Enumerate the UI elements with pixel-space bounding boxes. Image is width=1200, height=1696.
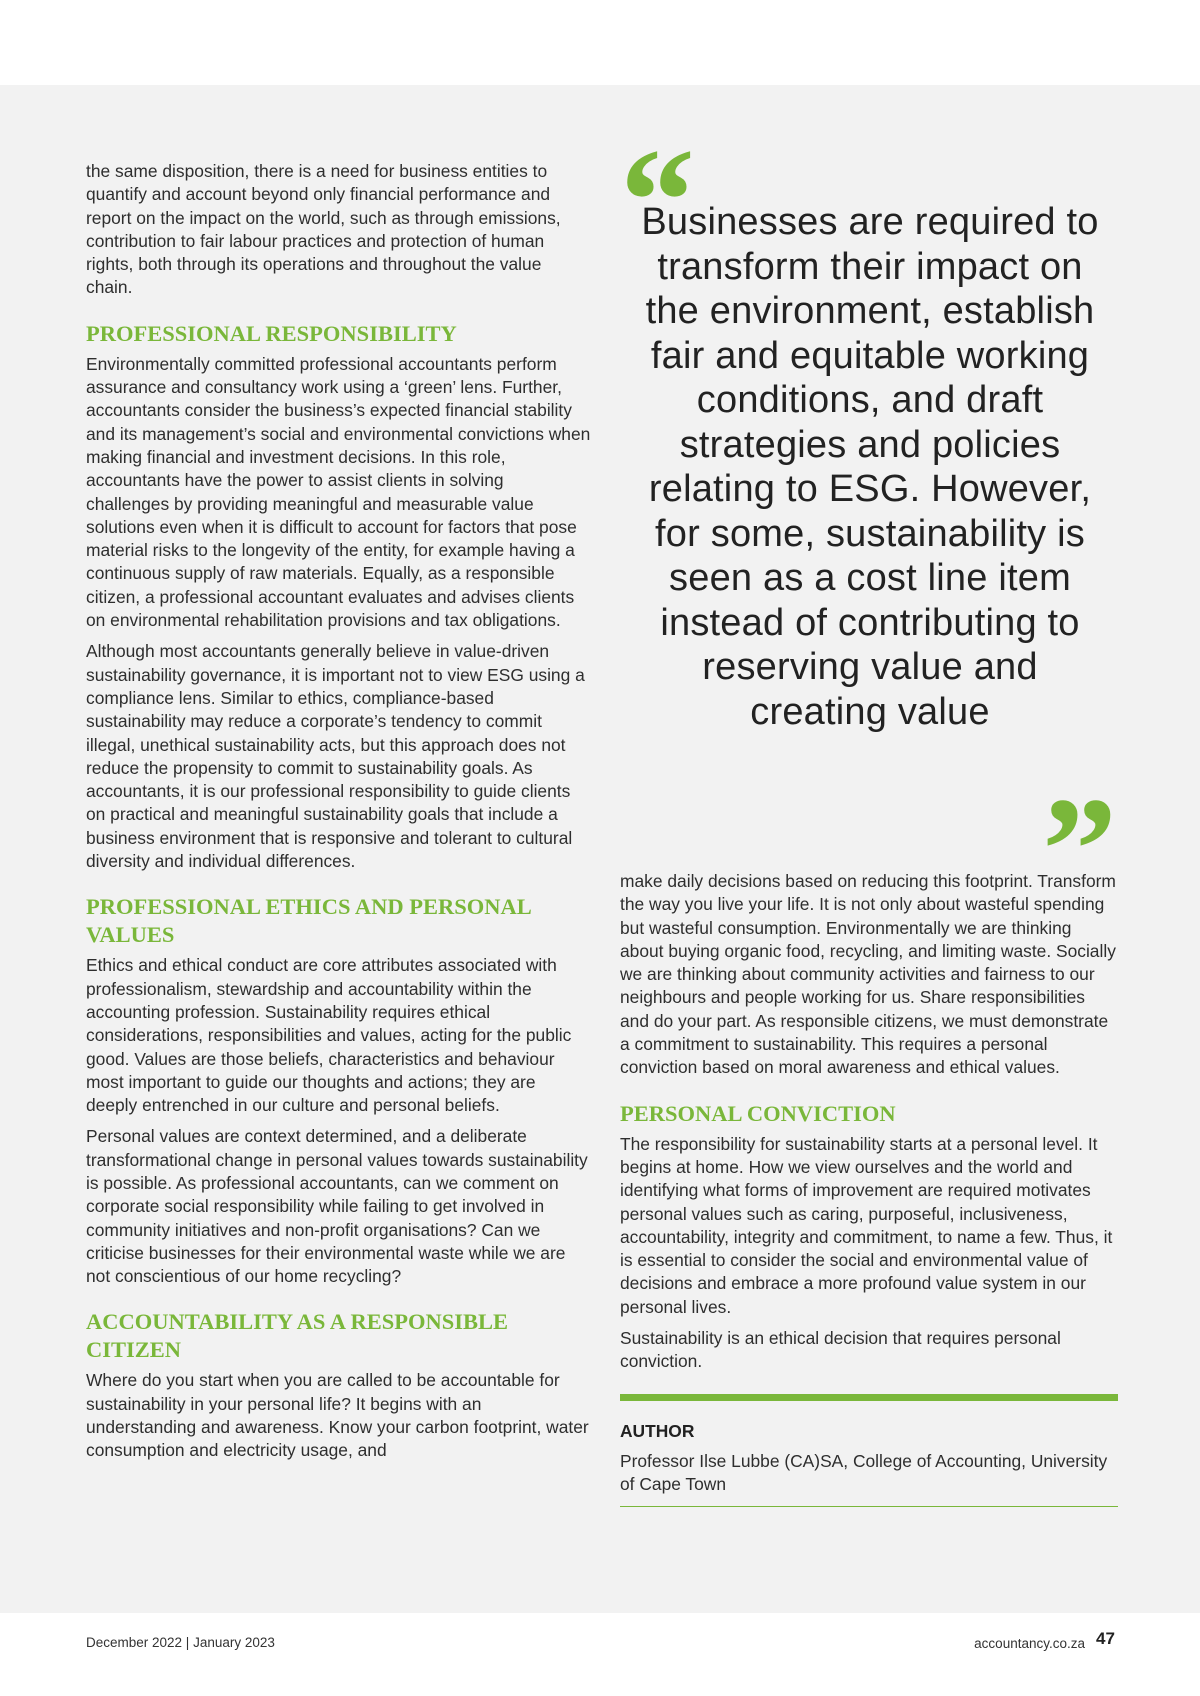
- paragraph: The responsibility for sustainability starts at a personal level. It begins at home. How we view ourselves and the world and identifying what forms of improvement are required motivates personal values such as caring, purposeful, inclusiveness, accountability, integrity and commitment, to name a few. Thus, it is essential to consider the social and environmental value of decisions and embrace a more profound value system in our personal lives.: [620, 1133, 1113, 1317]
- divider: [620, 1506, 1118, 1507]
- paragraph: Environmentally committed professional accountants perform assurance and consultancy work using a ‘green’ lens. Further, accountants consider the business’s expected financial stability and its management’s social and environmental convictions when making financial and investment decisions. In this role, accountants have the power to assist clients in solving challenges by providing meaningful and measurable value solutions even when it is difficult to account for factors that pose material risks to the longevity of the entity, for example having a continuous supply of raw materials. Equally, as a responsible citizen, a professional accountant evaluates and advises clients on environmental rehabilitation provisions and tax obligations.: [86, 353, 591, 631]
- author-divider: [620, 1394, 1118, 1401]
- section-heading: PERSONAL CONVICTION: [620, 1100, 896, 1126]
- section-heading: PROFESSIONAL ETHICS AND PERSONAL VALUES: [86, 894, 531, 948]
- paragraph: Where do you start when you are called to be accountable for sustainability in your personal life? It begins with an understanding and awareness. Know your carbon footprint, water consumption and electricity usage, and: [86, 1370, 589, 1461]
- right-column: [620, 870, 1118, 1507]
- left-column: [86, 160, 591, 1471]
- paragraph: Sustainability is an ethical decision that requires personal conviction.: [620, 1328, 1061, 1372]
- author-label: AUTHOR: [620, 1420, 695, 1441]
- issue-date: December 2022 | January 2023: [86, 1635, 275, 1650]
- pull-quote: Businesses are required to transform their impact on the environment, establish fair and equitable working conditions, and draft strategies and policies relating to ESG. However, for some, sustainability is seen as a cost line item instead of contributing to reserving value and creating value: [641, 201, 1099, 733]
- paragraph: Although most accountants generally believe in value-driven sustainability governance, it is important not to view ESG using a compliance lens. Similar to ethics, compliance-based sustainability may reduce a corporate’s tendency to commit illegal, unethical sustainability acts, but this approach does not reduce the propensity to commit to sustainability goals. As accountants, it is our professional responsibility to guide clients on practical and meaningful sustainability goals that include a business environment that is responsive and tolerant to cultural diversity and individual differences.: [86, 641, 585, 872]
- author-credit: Professor Ilse Lubbe (CA)SA, College of Accounting, University of Cape Town: [620, 1450, 1108, 1494]
- paragraph: the same disposition, there is a need for business entities to quantify and account beyond only financial performance and report on the impact on the world, such as through emissions, contribution to fair labour practices and protection of human rights, both through its operations and throughout the value chain.: [86, 161, 561, 298]
- paragraph: Ethics and ethical conduct are core attributes associated with professionalism, stewardship and accountability within the accounting profession. Sustainability requires ethical considerations, responsibilities and values, acting for the public good. Values are those beliefs, characteristics and behaviour most important to guide our thoughts and actions; they are deeply entrenched in our culture and personal beliefs.: [86, 955, 572, 1116]
- section-heading: ACCOUNTABILITY AS A RESPONSIBLE CITIZEN: [86, 1309, 508, 1363]
- paragraph: make daily decisions based on reducing this footprint. Transform the way you live your life. It is not only about wasteful spending but wasteful consumption. Environmentally we are thinking about buying organic food, recycling, and limiting waste. Socially we are thinking about community activities and fairness to our neighbours and people working for us. Share responsibilities and do your part. As responsible citizens, we must demonstrate a commitment to sustainability. This requires a personal conviction based on moral awareness and ethical values.: [620, 871, 1116, 1078]
- page-number: 47: [1096, 1629, 1115, 1648]
- section-heading: PROFESSIONAL RESPONSIBILITY: [86, 320, 457, 346]
- paragraph: Personal values are context determined, and a deliberate transformational change in personal values towards sustainability is possible. As professional accountants, can we comment on corporate social responsibility while failing to get involved in community initiatives and non-profit organisations? Can we criticise businesses for their environmental waste while we are not conscientious of our home recycling?: [86, 1126, 588, 1287]
- site-url: accountancy.co.za: [974, 1636, 1085, 1651]
- open-quote-icon: “: [620, 118, 695, 284]
- close-quote-icon: ”: [1042, 767, 1117, 933]
